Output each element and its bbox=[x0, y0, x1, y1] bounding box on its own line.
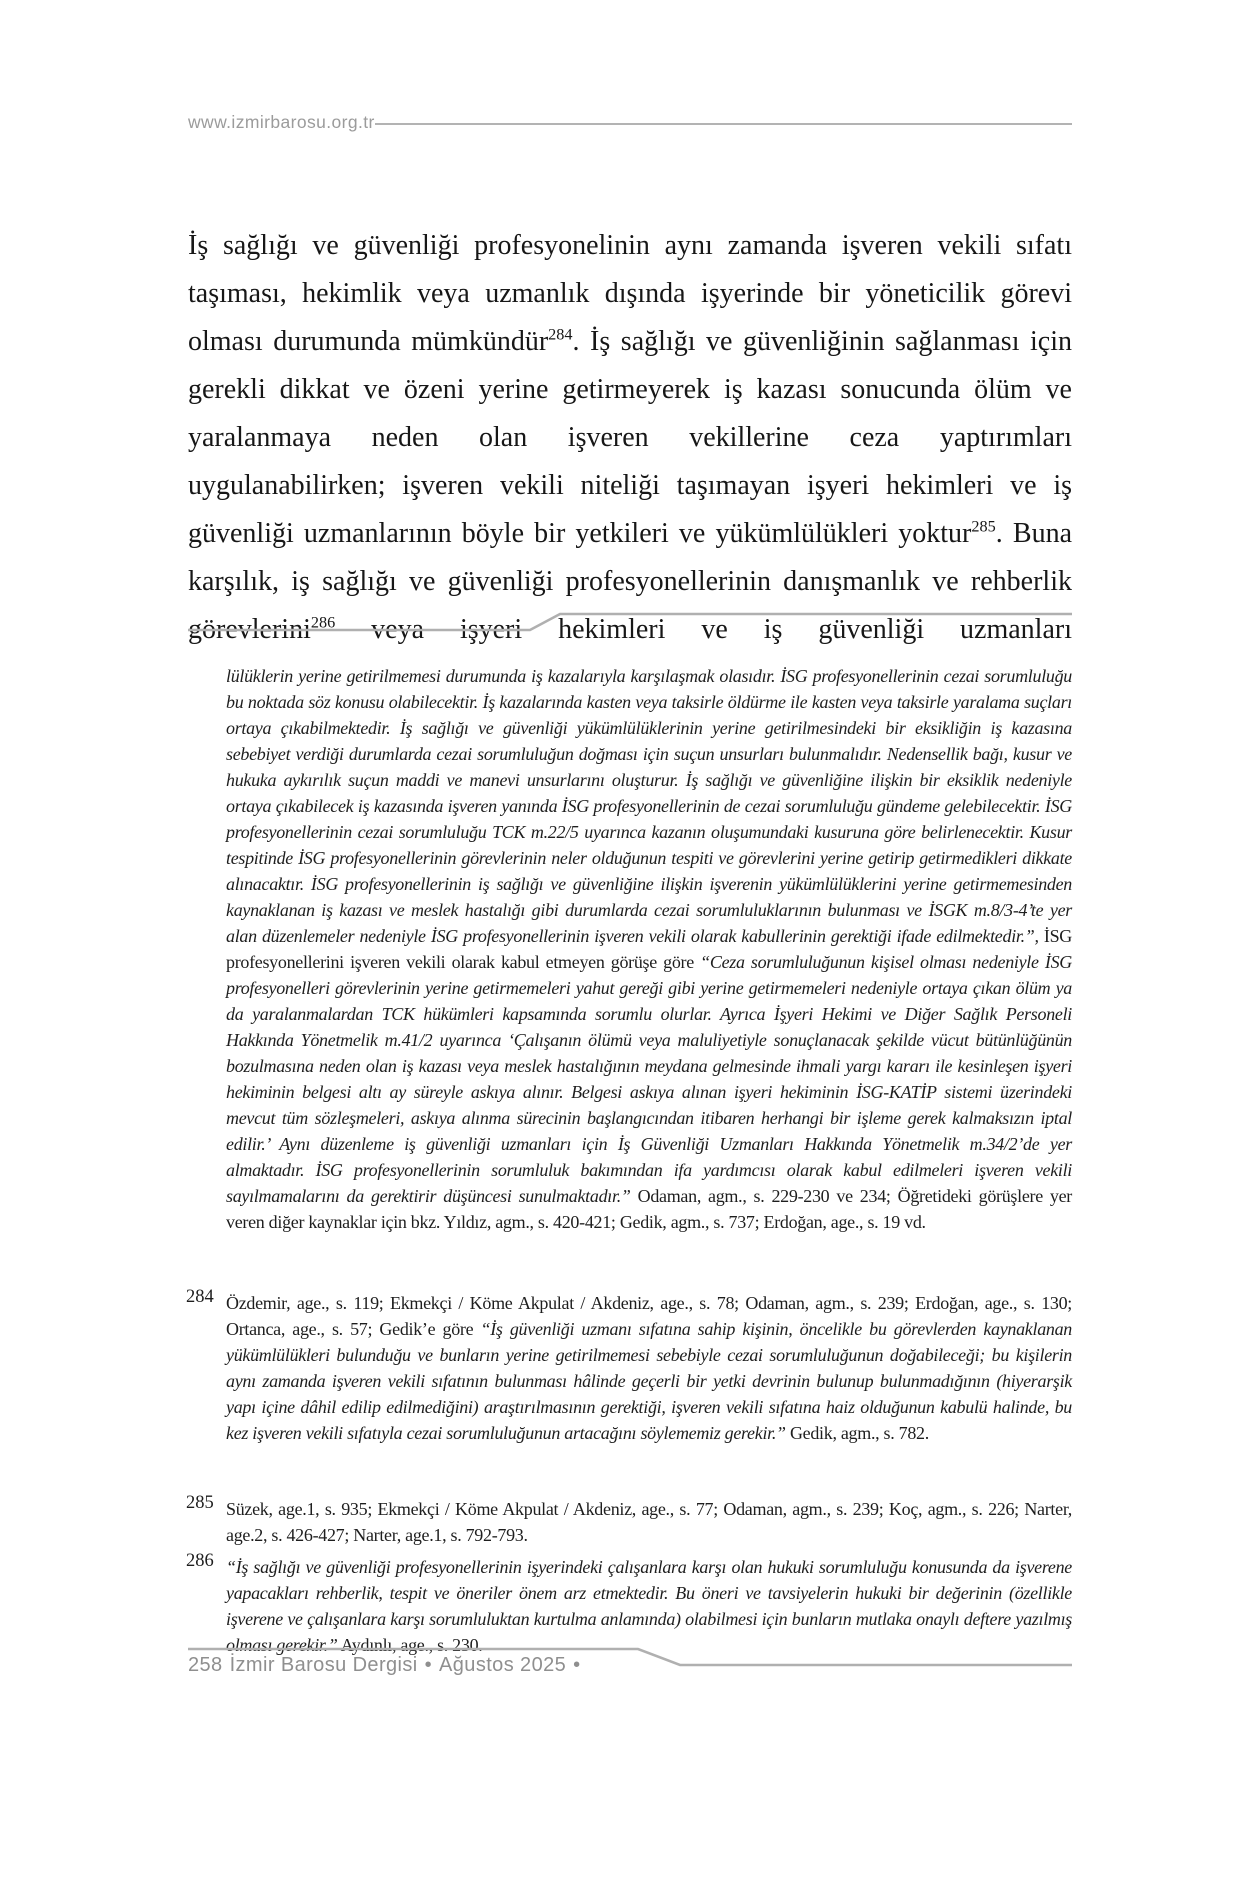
footnote-item-285 bbox=[186, 1493, 1072, 1548]
main-paragraph-segment: veya işyeri hekimleri ve iş güvenliği uzmanları bbox=[335, 614, 1072, 645]
main-paragraph-segment: . İş sağlığı ve güvenliğinin sağlanması için gerekli dikkat ve özeni yerine getirmeyerek iş kazası sonucunda ölüm ve yaralanmaya neden olan işveren vekillerine ceza yaptırımları uygulanabilirken; işveren vekili niteliği taşımayan işyeri hekimleri ve iş güvenliği uzmanlarının böyle bir yetkileri ve yükümlülükleri yoktur bbox=[188, 326, 1072, 549]
footnote-ref-285: 285 bbox=[971, 517, 996, 536]
footnote-ref-284: 284 bbox=[548, 325, 573, 344]
footnote-text: İSG profesyonellerini işveren vekili olarak kabul etmeyen görüşe göre bbox=[226, 926, 1072, 972]
footnote-text: Gedik, agm., s. 782. bbox=[785, 1423, 929, 1443]
footnote-text: “İş güvenliği uzmanı sıfatına sahip kişinin, öncelikle bu görevlerden kaynaklanan yükümlülükleri bulunduğu ve bunların yerine getirilmemesi sebebiyle cezai sorumluluğunun doğabileceği; bu kişilerin aynı zamanda işveren vekili sıfatının bulunması hâlinde geçerli bir yetki devrinin bulunup bulunmadığının (hiyerarşik yapı içine dâhil edilip edilmediğini) araştırılmasının gerektiği, işveren vekili sıfatına haiz olduğunun kabulü halinde, bu kez işveren vekili sıfatıyla cezai sorumluluğunun artacağını söylememiz gerekir.” bbox=[226, 1319, 1072, 1443]
header-url: www.izmirbarosu.org.tr bbox=[188, 112, 375, 132]
footnote-text: Özdemir, age., s. 119; Ekmekçi / Köme Akpulat / Akdeniz, age., s. 78; Odaman, agm., s. 239; Erdoğan, age., s. 130; Ortanca, age., s. 57; Gedik’e göre bbox=[226, 1293, 1072, 1339]
footnote-continuation bbox=[226, 663, 1072, 1235]
footnote-number: 285 bbox=[186, 1493, 214, 1513]
main-paragraph-segment: . Buna karşılık, iş sağlığı ve güvenliği profesyonellerinin danışmanlık ve rehberlik görevlerini bbox=[188, 518, 1072, 645]
journal-issue: Ağustos 2025 bbox=[439, 1654, 567, 1676]
footnote-ref-286: 286 bbox=[310, 613, 336, 632]
footnote-number: 284 bbox=[186, 1287, 214, 1307]
footer-bullet: • bbox=[424, 1654, 433, 1676]
page-header bbox=[188, 112, 1072, 133]
footnote-number: 286 bbox=[186, 1551, 214, 1571]
page-number: 258 bbox=[188, 1654, 223, 1676]
footnote-item-286 bbox=[186, 1551, 1072, 1658]
footnote-text: Süzek, age.1, s. 935; Ekmekçi / Köme Akpulat / Akdeniz, age., s. 77; Odaman, agm., s. 239; Koç, agm., s. 226; Narter, age.2, s. 426-427; Narter, age.1, s. 792-793. bbox=[226, 1499, 1072, 1545]
footnote-text: Aydınlı, age., s. 230. bbox=[337, 1635, 483, 1655]
header-rule bbox=[375, 123, 1072, 126]
main-paragraph bbox=[188, 222, 1072, 654]
footer-bullet: • bbox=[573, 1654, 581, 1676]
footnote-text: “İş sağlığı ve güvenliği profesyonellerinin işyerindeki çalışanlara karşı olan hukuki sorumluluğu konusunda da işverene yapacakları rehberlik, tespit ve öneriler önem arz etmektedir. Bu öneri ve tavsiyelerin hukuki bir değerinin (özellikle işverene ve çalışanlara karşı sorumluluktan kurtulma anlamında) olabilmesi için bunların mutlaka onaylı deftere yazılmış olması gerekir.” bbox=[226, 1557, 1072, 1655]
journal-title: İzmir Barosu Dergisi bbox=[229, 1654, 418, 1676]
footnote-text: Odaman, agm., s. 229-230 ve 234; Öğretideki görüşlere yer veren diğer kaynaklar için bkz. Yıldız, agm., s. 420-421; Gedik, agm., s. 737; Erdoğan, age., s. 19 vd. bbox=[226, 1186, 1073, 1232]
footnote-item-284 bbox=[186, 1287, 1072, 1446]
main-paragraph-segment: İş sağlığı ve güvenliği profesyonelinin aynı zamanda işveren vekili sıfatı taşıması, hekimlik veya uzmanlık dışında işyerinde bir yöneticilik görevi olması durumunda mümkündür bbox=[188, 230, 1072, 357]
footnote-separator-rule bbox=[188, 608, 1072, 634]
footnote-text: lülüklerin yerine getirilmemesi durumunda iş kazalarıyla karşılaşmak olasıdır. İSG profesyonellerinin cezai sorumluluğu bu noktada söz konusu olabilecektir. İş kazalarında kasten veya taksirle öldürme ile kasten veya taksirle yaralama suçları ortaya çıkabilmektedir. İş sağlığı ve güvenliği yükümlülüklerinin yerine getirilmesindeki bir eksikliğin iş kazasına sebebiyet verdiği durumlarda cezai sorumluluğun doğması için suçun unsurları bulunmalıdır. Nedensellik bağı, kusur ve hukuka aykırılık suçun maddi ve manevi unsurlarını oluşturur. İş sağlığı ve güvenliğine ilişkin bir eksiklik nedeniyle ortaya çıkabilecek iş kazasında işveren yanında İSG profesyonellerinin de cezai sorumluluğu gündeme gelebilecektir. İSG profesyonellerinin cezai sorumluluğu TCK m.22/5 uyarınca kazanın oluşumundaki kusuruna göre belirlenecektir. Kusur tespitinde İSG profesyonellerinin görevlerinin neler olduğunun tespiti ve görevlerini yerine getirip getirmedikleri dikkate alınacaktır. İSG profesyonellerinin iş sağlığı ve güvenliğine ilişkin işverenin yükümlülüklerini yerine getirmemesinden kaynaklanan iş kazası ve meslek hastalığı gibi durumlarda cezai sorumluluklarının bulunması ve İSGK m.8/3-4’te yer alan düzenlemeler nedeniyle İSG profesyonellerinin işveren vekili olarak kabullerinin gerektiği ifade edilmektedir.”, bbox=[226, 666, 1072, 946]
page-footer bbox=[188, 1654, 588, 1677]
footnote-text: “Ceza sorumluluğunun kişisel olması nedeniyle İSG profesyonelleri görevlerinin yerine getirmemeleri yahut gereği gibi yerine getirmemeleri nedeniyle ortaya çıkan ölüm ya da yaralanmalardan TCK hükümleri kapsamında sorumlu olurlar. Ayrıca İşyeri Hekimi ve Diğer Sağlık Personeli Hakkında Yönetmelik m.41/2 uyarınca ‘Çalışanın ölümü veya maluliyetiyle sonuçlanacak şekilde vücut bütünlüğünün bozulmasına neden olan iş kazası veya meslek hastalığının meydana gelmesinde ihmali yargı kararı ile kesinleşen işyeri hekiminin belgesi altı ay süreyle askıya alınır. Belgesi askıya alınan işyeri hekiminin İSG-KATİP sistemi üzerindeki mevcut tüm sözleşmeleri, askıya alınma sürecinin başlangıcından itibaren herhangi bir işleme gerek kalmaksızın iptal edilir.’ Aynı düzenleme iş güvenliği uzmanları için İş Güvenliği Uzmanları Hakkında Yönetmelik m.34/2’de yer almaktadır. İSG profesyonellerinin sorumluluk bakımından ifa yardımcısı olarak kabul edilmeleri işveren vekili sayılmamalarını da gerektirir düşüncesi sunulmaktadır.” bbox=[226, 952, 1072, 1206]
